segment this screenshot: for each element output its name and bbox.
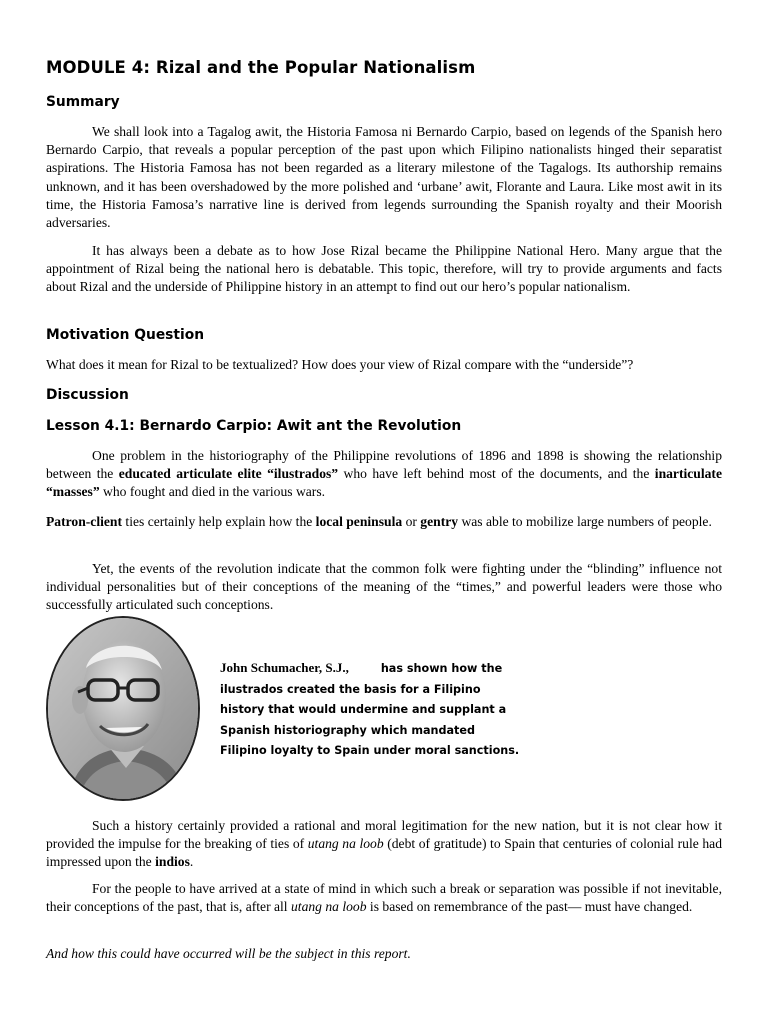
photo-caption <box>220 658 520 762</box>
summary-paragraph-1: We shall look into a Tagalog awit, the Historia Famosa ni Bernardo Carpio, based on legends of the Spanish hero Bernardo Carpio, that reveals a popular perception of the past upon which Filipino nationalists hinged their separatist aspirations. The Historia Famosa has not been regarded as a literary milestone of the Tagalogs. Its authorship remains unknown, and it has been overshadowed by the more polished and ‘urbane’ awit, Florante and Laura. Like most awit in its time, the Historia Famosa’s narrative line is derived from legends surrounding the Spanish royalty and their Moorish adversaries. <box>46 124 722 231</box>
discussion-heading: Discussion <box>46 387 129 403</box>
motivation-question: What does it mean for Rizal to be textualized? How does your view of Rizal compare with the “underside”? <box>46 357 634 372</box>
lesson-paragraph-4: Such a history certainly provided a rational and moral legitimation for the new nation, but it is not clear how it provided the impulse for the breaking of ties of utang na loob (debt of gratitude) to Spain that centuries of colonial rule had impressed upon the indios. <box>46 818 722 870</box>
portrait-photo <box>46 616 200 801</box>
motivation-heading: Motivation Question <box>46 327 205 343</box>
caption-name: John Schumacher, S.J., <box>220 660 349 675</box>
closing-sentence: And how this could have occurred will be the subject in this report. <box>46 946 411 961</box>
summary-heading: Summary <box>46 94 120 110</box>
lesson-heading: Lesson 4.1: Bernardo Carpio: Awit ant the Revolution <box>46 418 462 434</box>
summary-paragraph-2: It has always been a debate as to how Jose Rizal became the Philippine National Hero. Many argue that the appointment of Rizal being the national hero is debatable. This topic, therefore, will try to provide arguments and facts about Rizal and the underside of Philippine history in an attempt to find out our hero’s popular nationalism. <box>46 243 722 295</box>
caption-text: has shown how the ilustrados created the basis for a Filipino history that would undermine and supplant a Spanish historiography which mandated Filipino loyalty to Spain under moral sanctions. <box>220 662 520 758</box>
lesson-paragraph-1: One problem in the historiography of the Philippine revolutions of 1896 and 1898 is showing the relationship between the educated articulate elite “ilustrados” who have left behind most of the documents, and the inarticulate “masses” who fought and died in the various wars. <box>46 448 722 500</box>
lesson-paragraph-5: For the people to have arrived at a state of mind in which such a break or separation was possible if not inevitable, their conceptions of the past, that is, after all utang na loob is based on remembrance of the past— must have changed. <box>46 881 722 915</box>
lesson-paragraph-3: Yet, the events of the revolution indicate that the common folk were fighting under the “blinding” influence not individual personalities but of their conceptions of the meaning of the “times,” and powerful leaders were those who successfully articulated such conceptions. <box>46 561 722 613</box>
module-title: MODULE 4: Rizal and the Popular Nationalism <box>46 58 476 77</box>
lesson-paragraph-2: Patron-client ties certainly help explain how the local peninsula or gentry was able to mobilize large numbers of people. <box>46 514 712 529</box>
